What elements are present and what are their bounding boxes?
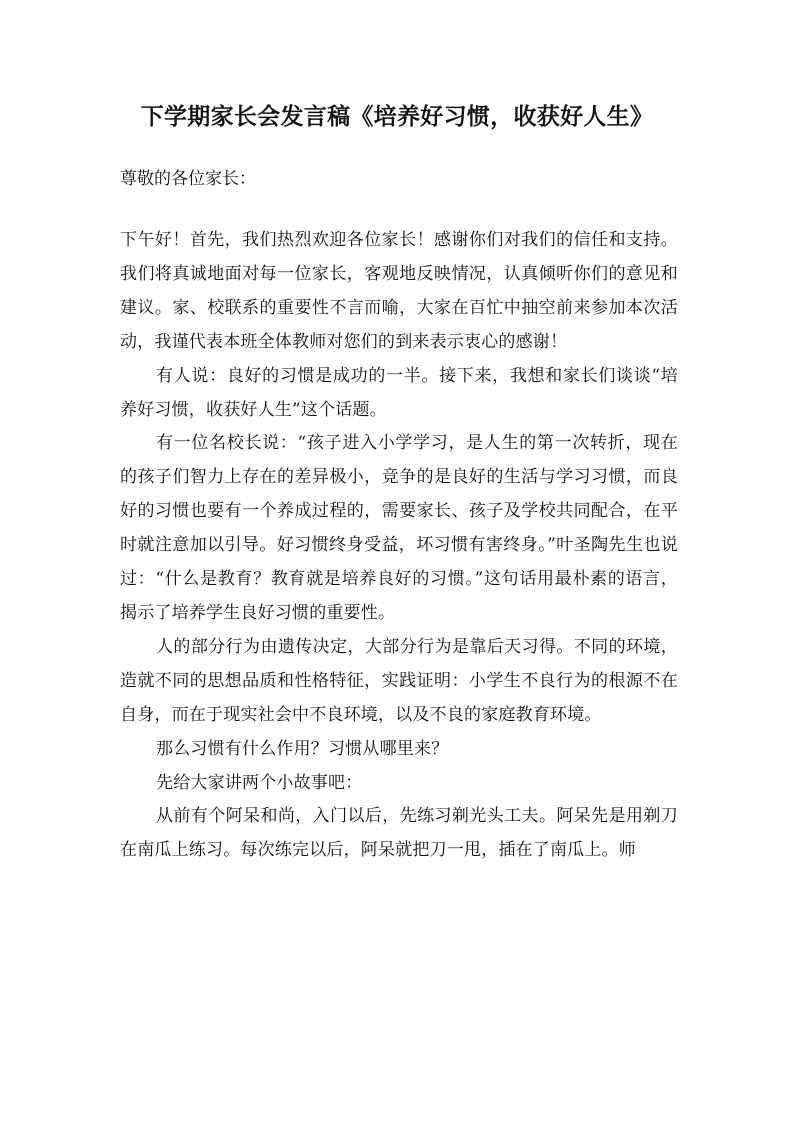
paragraph-question: 那么习惯有什么作用？习惯从哪里来？ <box>156 738 449 759</box>
paragraph-environment: 人的部分行为由遗传决定，大部分行为是靠后天习得。不同的环境，造就不同的思想品质和性格特征，实践证明：小学生不良行为的根源不在自身，而在于现实社会中不良环境，以及不良的家庭教育环境。 <box>120 636 678 725</box>
paragraph-story-intro: 先给大家讲两个小故事吧： <box>156 772 363 793</box>
document-body <box>120 224 678 868</box>
document-title: 下学期家长会发言稿《培养好习惯，收获好人生》 <box>140 103 654 130</box>
salutation: 尊敬的各位家长： <box>120 169 256 189</box>
paragraph-greeting: 下午好！首先，我们热烈欢迎各位家长！感谢你们对我们的信任和支持。我们将真诚地面对每一位家长，客观地反映情况，认真倾听你们的意见和建议。家、校联系的重要性不言而喻，大家在百忙中抽空前来参加本次活动，我谨代表本班全体教师对您们的到来表示衷心的感谢！ <box>120 230 678 352</box>
paragraph-story: 从前有个阿呆和尚，入门以后，先练习剃光头工夫。阿呆先是用剃刀在南瓜上练习。每次练完以后，阿呆就把刀一甩，插在了南瓜上。师 <box>120 806 678 861</box>
paragraph-topic: 有人说：良好的习惯是成功的一半。接下来，我想和家长们谈谈“培养好习惯，收获好人生”这个话题。 <box>120 365 678 420</box>
paragraph-quotes: 有一位名校长说：“孩子进入小学学习，是人生的第一次转折，现在的孩子们智力上存在的差异极小，竞争的是良好的生活与学习习惯，而良好的习惯也要有一个养成过程的，需要家长、孩子及学校共同配合，在平时就注意加以引导。好习惯终身受益，坏习惯有害终身。”叶圣陶先生也说过：“什么是教育？教育就是培养良好的习惯。”这句话用最朴素的语言，揭示了培养学生良好习惯的重要性。 <box>120 433 678 623</box>
